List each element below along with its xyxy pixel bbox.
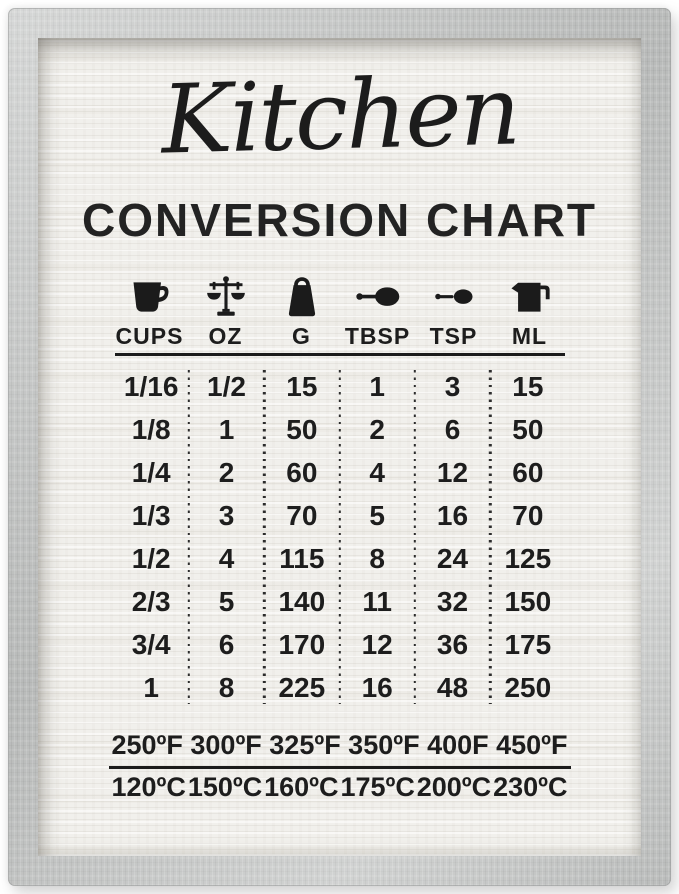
- unit-column-ml: [492, 268, 568, 350]
- poster-canvas: [38, 38, 641, 856]
- measuring-cup-icon: [508, 268, 552, 320]
- table-cell: 1: [218, 413, 235, 445]
- temp-value: 175ºC: [340, 772, 415, 802]
- table-cell: 150: [504, 585, 552, 617]
- temp-value: 400F: [427, 730, 489, 760]
- table-cell: 12: [361, 628, 393, 660]
- cup-icon: [128, 268, 172, 320]
- table-cell: 1/16: [123, 370, 179, 402]
- conversion-chart-title: CONVERSION CHART: [81, 194, 598, 246]
- table-cell: 3: [444, 370, 461, 402]
- temp-value: 150ºC: [187, 772, 263, 802]
- table-cell: 1/2: [207, 370, 246, 402]
- table-cell: 11: [362, 585, 392, 617]
- unit-label: TBSP: [344, 323, 411, 349]
- table-cell: 5: [218, 585, 235, 617]
- temp-value: 300ºF: [190, 730, 262, 760]
- temp-value: 350ºF: [348, 730, 420, 760]
- table-cell: 50: [512, 413, 544, 445]
- unit-label: OZ: [208, 323, 243, 349]
- table-cell: 36: [436, 628, 469, 660]
- table-cell: 1/3: [131, 499, 171, 531]
- table-cell: 1: [143, 671, 159, 703]
- table-cell: 1: [369, 370, 385, 402]
- table-cell: 6: [218, 628, 235, 660]
- table-grid: [114, 365, 566, 709]
- conversion-table: [114, 365, 566, 709]
- unit-column-tbsp: [340, 268, 416, 350]
- table-cell: 16: [361, 671, 393, 703]
- table-cell: 115: [279, 542, 325, 574]
- table-cell: 140: [278, 585, 326, 617]
- table-cell: 175: [504, 628, 552, 660]
- header-rule: [115, 353, 565, 356]
- table-cell: 48: [436, 671, 469, 703]
- unit-column-oz: [188, 268, 264, 350]
- table-cell: 5: [369, 499, 385, 531]
- fahrenheit-row: [112, 730, 568, 761]
- table-cell: 250: [504, 671, 552, 703]
- temp-value: 160ºC: [264, 772, 339, 802]
- unit-column-cups: [112, 268, 188, 350]
- table-cell: 2/3: [131, 585, 171, 617]
- table-cell: 125: [504, 542, 552, 574]
- celsius-row: [112, 772, 568, 803]
- temp-value: 200ºC: [416, 772, 492, 802]
- table-cell: 12: [436, 456, 469, 488]
- temp-value: 325ºF: [269, 730, 341, 760]
- table-cell: 1/2: [131, 542, 171, 574]
- table-cell: 24: [436, 542, 469, 574]
- table-cell: 4: [218, 542, 235, 574]
- table-cell: 3/4: [131, 628, 171, 660]
- table-cell: 60: [286, 456, 318, 488]
- table-cell: 32: [436, 585, 469, 617]
- table-cell: 16: [436, 499, 469, 531]
- table-cell: 1/8: [131, 413, 171, 445]
- unit-column-tsp: [416, 268, 492, 350]
- table-cell: 4: [369, 456, 385, 488]
- teaspoon-icon: [432, 268, 476, 320]
- table-cell: 170: [278, 628, 326, 660]
- picture-frame: [8, 8, 671, 886]
- unit-label: ML: [511, 323, 548, 349]
- table-cell: 2: [218, 456, 235, 488]
- unit-header-row: [112, 268, 568, 350]
- table-cell: 15: [512, 370, 544, 402]
- kitchen-script-title: Kitchen: [159, 56, 520, 176]
- table-cell: 2: [369, 413, 385, 445]
- unit-label: G: [292, 323, 311, 349]
- table-cell: 60: [512, 456, 544, 488]
- temp-value: 230ºC: [493, 772, 568, 802]
- weight-icon: [280, 268, 324, 320]
- unit-column-g: [264, 268, 340, 350]
- table-cell: 8: [218, 671, 235, 703]
- tablespoon-icon: [355, 268, 401, 320]
- temp-value: 450ºF: [496, 730, 568, 760]
- unit-label: CUPS: [115, 323, 184, 349]
- table-cell: 3: [218, 499, 235, 531]
- table-cell: 15: [286, 370, 318, 402]
- unit-label: TSP: [429, 323, 478, 349]
- table-cell: 70: [286, 499, 318, 531]
- temperature-divider: [109, 766, 571, 769]
- table-cell: 1/4: [131, 456, 171, 488]
- table-cell: 225: [278, 671, 326, 703]
- table-cell: 8: [369, 542, 385, 574]
- table-cell: 50: [286, 413, 318, 445]
- table-cell: 70: [512, 499, 544, 531]
- temp-value: 120ºC: [111, 772, 186, 802]
- table-cell: 6: [444, 413, 461, 445]
- temp-value: 250ºF: [111, 730, 183, 760]
- scale-icon: [204, 268, 248, 320]
